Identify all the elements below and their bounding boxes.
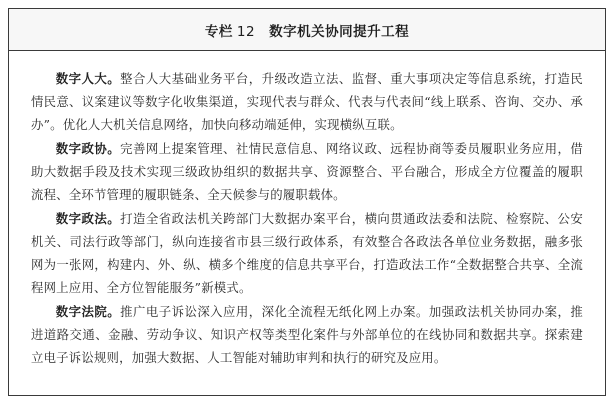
paragraph-lead: 数字政协。 <box>55 141 121 156</box>
paragraph-digital-npc <box>31 67 583 136</box>
paragraph-lead: 数字政法。 <box>55 211 121 226</box>
paragraph-lead: 数字法院。 <box>55 304 121 319</box>
column-heading: 数字机关协同提升工程 <box>269 23 410 40</box>
column-box <box>8 8 606 396</box>
column-label: 专栏 <box>204 23 233 40</box>
column-body <box>9 51 605 369</box>
column-header <box>9 9 605 51</box>
column-number: 12 <box>236 23 256 40</box>
column-title <box>205 20 409 40</box>
paragraph-lead: 数字人大。 <box>55 71 121 86</box>
paragraph-text: 打造全省政法机关跨部门大数据办案平台，横向贯通政法委和法院、检察院、公安机关、司法行政等部门，纵向连接省市县三级行政体系，有效整合各政法各单位业务数据，融多张网为一张网，构建内、外、纵、横多个维度的信息共享平台，打造政法工作“全数据整合共享、全流程网上应用、全方位智能服务”新模式。 <box>31 211 583 295</box>
paragraph-digital-legal <box>31 207 583 299</box>
paragraph-text: 推广电子诉讼深入应用，深化全流程无纸化网上办案。加强政法机关协同办案，推进道路交通、金融、劳动争议、知识产权等类型化案件与外部单位的在线协同和数据共享。探索建立电子诉讼规则，加强大数据、人工智能对辅助审判和执行的研究及应用。 <box>31 304 583 365</box>
paragraph-digital-court <box>31 300 583 369</box>
paragraph-text: 整合人大基础业务平台，升级改造立法、监督、重大事项决定等信息系统，打造民情民意、议案建议等数字化收集渠道，实现代表与群众、代表与代表间“线上联系、咨询、交办、承办”。优化人大机关信息网络，加快向移动端延伸，实现横纵互联。 <box>31 71 583 132</box>
paragraph-digital-cppcc <box>31 137 583 206</box>
paragraph-text: 完善网上提案管理、社情民意信息、网络议政、远程协商等委员履职业务应用，借助大数据手段及技术实现三级政协组织的数据共享、资源整合、平台融合，形成全方位覆盖的履职流程、全环节管理的履职链条、全天候参与的履职载体。 <box>31 141 583 202</box>
